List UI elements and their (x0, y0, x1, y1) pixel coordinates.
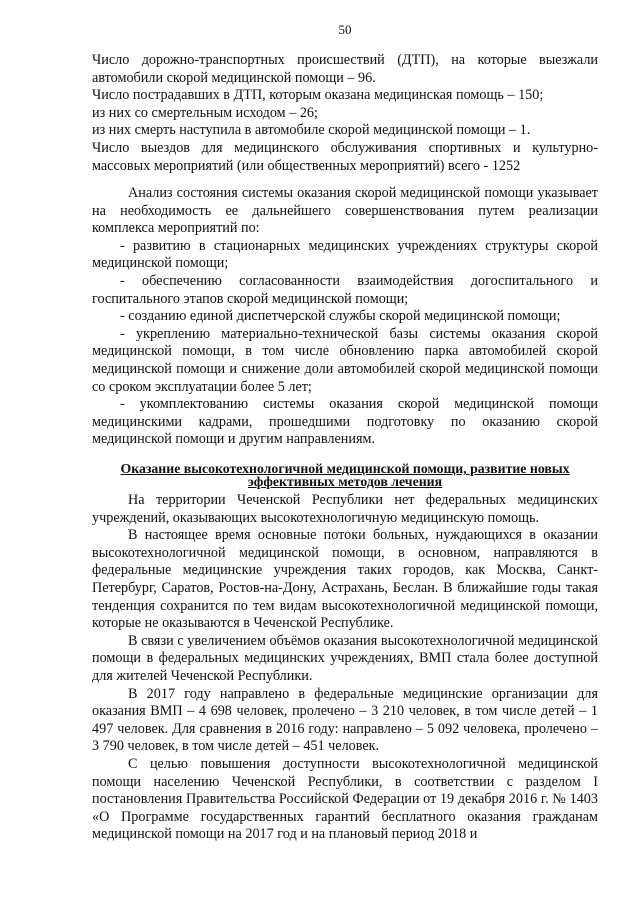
section-paragraph: На территории Чеченской Республики нет федеральных медицинских учреждений, оказывающих высокотехнологичную медицинскую помощь. (92, 492, 598, 526)
section-paragraph: В настоящее время основные потоки больных, нуждающихся в оказании высокотехнологичной медицинской помощи, в основном, направляются в федеральные медицинские учреждения таких городов, как Москва, Санкт-Петербург, Саратов, Ростов-на-Дону, Астрахань, Беслан. В ближайшие годы такая тенденция сохранится по тем видам высокотехнологичной медицинской помощи, которые не оказываются в Чеченской Республике. (92, 527, 598, 632)
stats-line-death-in-ambulance: из них смерть наступила в автомобиле скорой медицинской помощи – 1. (92, 122, 531, 139)
section-paragraph: В 2017 году направлено в федеральные медицинские организации для оказания ВМП – 4 698 человек, пролечено – 3 210 человек, в том числе детей – 1 497 человек. Для сравнения в 2016 году: направлено – 5 092 человека, пролечено – 3 790 человек, в том числе детей – 451 человек. (92, 685, 598, 755)
stats-line-dtp-count: Число дорожно-транспортных происшествий (ДТП), на которые выезжали автомобили скорой медицинской помощи – 96. (92, 52, 598, 86)
stats-line-fatal: из них со смертельным исходом – 26; (92, 104, 318, 121)
analysis-item: - созданию единой диспетчерской службы скорой медицинской помощи; (120, 308, 561, 325)
section-paragraph: В связи с увеличением объёмов оказания высокотехнологичной медицинской помощи в федеральных медицинских учреждениях, ВМП стала более доступной для жителей Чеченской Республики. (92, 632, 598, 684)
statistics-block (92, 52, 598, 175)
page-number: 50 (338, 22, 352, 37)
analysis-item: - обеспечению согласованности взаимодействия догоспитального и госпитального этапов скорой медицинской помощи; (92, 272, 598, 307)
section-heading-line1: Оказание высокотехнологичной медицинской помощи, развитие новых (120, 461, 570, 476)
analysis-block (92, 185, 598, 449)
section-body (92, 492, 598, 844)
analysis-intro: Анализ состояния системы оказания скорой медицинской помощи указывает на необходимость ее дальнейшего совершенствования путем реализации комплекса мероприятий по: (92, 185, 598, 237)
section-heading-line2: эффективных методов лечения (247, 474, 443, 489)
stats-line-events: Число выездов для медицинского обслуживания спортивных и культурно-массовых мероприятий (или общественных мероприятий) всего - 1252 (92, 139, 598, 174)
stats-line-victims: Число пострадавших в ДТП, которым оказана медицинская помощь – 150; (92, 87, 544, 104)
analysis-item: - укреплению материально-технической базы системы оказания скорой медицинской помощи, в том числе обновлению парка автомобилей скорой медицинской помощи и снижение доли автомобилей скорой медицинской помощи со сроком эксплуатации более 5 лет; (92, 325, 598, 395)
section-paragraph: С целью повышения доступности высокотехнологичной медицинской помощи населению Чеченской Республики, в соответствии с разделом I постановления Правительства Российской Федерации от 19 декабря 2016 г. № 1403 «О Программе государственных гарантий бесплатного оказания гражданам медицинской помощи на 2017 год и на плановый период 2018 и (92, 755, 598, 843)
section-heading (92, 462, 598, 488)
analysis-item: - развитию в стационарных медицинских учреждениях структуры скорой медицинской помощи; (92, 237, 598, 272)
analysis-item: - укомплектованию системы оказания скорой медицинской помощи медицинскими кадрами, прошедшими подготовку по оказанию скорой медицинской помощи и другим направлениям. (92, 396, 598, 448)
